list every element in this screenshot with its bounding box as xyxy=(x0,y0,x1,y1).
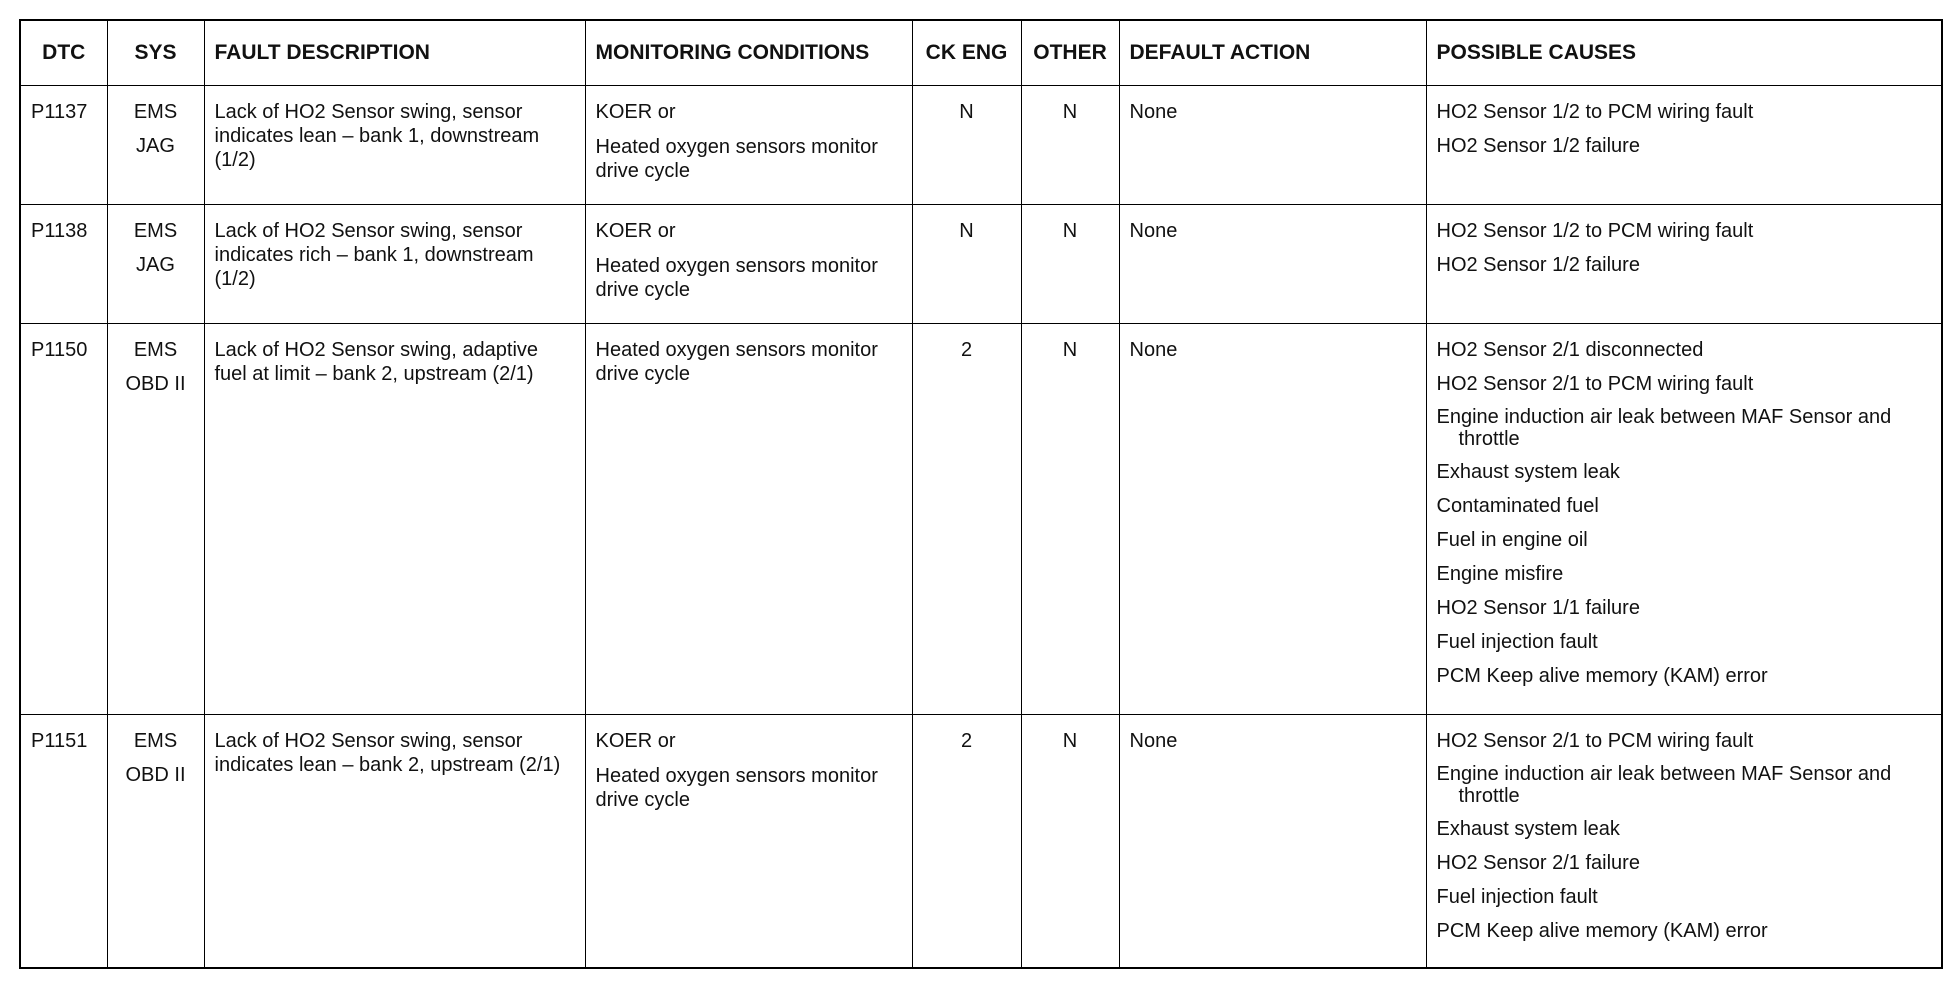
cause-item: HO2 Sensor 1/2 failure xyxy=(1436,254,1640,276)
header-fault-description: FAULT DESCRIPTION xyxy=(204,20,585,86)
cause-item: Fuel in engine oil xyxy=(1436,529,1588,551)
monitoring-line: Heated oxygen sensors monitor drive cycle xyxy=(595,136,878,182)
sys-line: EMS xyxy=(133,339,178,361)
table-row xyxy=(20,86,1942,205)
other-cell xyxy=(1021,86,1119,205)
table-row xyxy=(20,205,1942,324)
dtc-cell xyxy=(20,205,107,324)
default-action-value: None xyxy=(1129,339,1178,361)
monitoring-line: KOER or xyxy=(595,101,676,123)
sys-line: EMS xyxy=(133,220,178,242)
monitoring-cell xyxy=(585,86,912,205)
other-value: N xyxy=(1062,220,1078,242)
sys-cell xyxy=(107,86,204,205)
fault-description: Lack of HO2 Sensor swing, sensor indicates lean – bank 2, upstream (2/1) xyxy=(214,730,561,776)
fault-description: Lack of HO2 Sensor swing, adaptive fuel at limit – bank 2, upstream (2/1) xyxy=(214,339,539,385)
default-action-cell xyxy=(1119,205,1426,324)
ck-eng-cell xyxy=(912,205,1021,324)
sys-line: EMS xyxy=(133,101,178,123)
header-sys: SYS xyxy=(107,20,204,86)
cause-item: Engine induction air leak between MAF Sensor and throttle xyxy=(1436,763,1892,807)
monitoring-line: Heated oxygen sensors monitor drive cycle xyxy=(595,255,878,301)
cause-item: Exhaust system leak xyxy=(1436,461,1620,483)
monitoring-line: Heated oxygen sensors monitor drive cycle xyxy=(595,765,878,811)
sys-cell xyxy=(107,324,204,715)
default-action-cell xyxy=(1119,324,1426,715)
header-ck-eng: CK ENG xyxy=(912,20,1021,86)
cause-item: HO2 Sensor 1/2 failure xyxy=(1436,135,1640,157)
fault-cell xyxy=(204,324,585,715)
sys-line: JAG xyxy=(136,254,175,276)
sys-line: EMS xyxy=(133,730,178,752)
cause-item: Engine induction air leak between MAF Sensor and throttle xyxy=(1436,406,1892,450)
causes-cell xyxy=(1426,715,1942,969)
cause-item: Exhaust system leak xyxy=(1436,818,1620,840)
default-action-value: None xyxy=(1129,220,1178,242)
monitoring-line: Heated oxygen sensors monitor drive cycle xyxy=(595,339,878,385)
default-action-cell xyxy=(1119,715,1426,969)
dtc-code: P1138 xyxy=(31,220,88,242)
default-action-value: None xyxy=(1129,730,1178,752)
dtc-cell xyxy=(20,86,107,205)
table-row xyxy=(20,324,1942,715)
header-possible-causes: POSSIBLE CAUSES xyxy=(1426,20,1942,86)
dtc-code: P1137 xyxy=(31,101,88,123)
cause-item: PCM Keep alive memory (KAM) error xyxy=(1436,920,1768,942)
sys-line: OBD II xyxy=(125,373,186,395)
cause-item: Contaminated fuel xyxy=(1436,495,1599,517)
fault-cell xyxy=(204,205,585,324)
dtc-code: P1150 xyxy=(31,339,88,361)
ck-eng-value: N xyxy=(959,220,974,242)
causes-cell xyxy=(1426,324,1942,715)
dtc-cell xyxy=(20,715,107,969)
default-action-value: None xyxy=(1129,101,1178,123)
fault-description: Lack of HO2 Sensor swing, sensor indicates rich – bank 1, downstream (1/2) xyxy=(214,220,534,290)
cause-item: HO2 Sensor 2/1 disconnected xyxy=(1436,339,1704,361)
other-value: N xyxy=(1062,730,1078,752)
header-default-action: DEFAULT ACTION xyxy=(1119,20,1426,86)
ck-eng-cell xyxy=(912,86,1021,205)
ck-eng-value: 2 xyxy=(960,730,973,752)
causes-cell xyxy=(1426,86,1942,205)
dtc-table xyxy=(19,19,1943,969)
fault-cell xyxy=(204,86,585,205)
sys-cell xyxy=(107,715,204,969)
fault-description: Lack of HO2 Sensor swing, sensor indicates lean – bank 1, downstream (1/2) xyxy=(214,101,540,171)
table-body xyxy=(20,86,1942,969)
default-action-cell xyxy=(1119,86,1426,205)
fault-cell xyxy=(204,715,585,969)
cause-item: HO2 Sensor 2/1 failure xyxy=(1436,852,1640,874)
other-value: N xyxy=(1062,101,1078,123)
monitoring-cell xyxy=(585,715,912,969)
dtc-code: P1151 xyxy=(31,730,88,752)
header-monitoring-conditions: MONITORING CONDITIONS xyxy=(585,20,912,86)
ck-eng-cell xyxy=(912,324,1021,715)
ck-eng-value: 2 xyxy=(960,339,973,361)
cause-item: HO2 Sensor 2/1 to PCM wiring fault xyxy=(1436,373,1754,395)
sys-cell xyxy=(107,205,204,324)
other-cell xyxy=(1021,324,1119,715)
cause-item: PCM Keep alive memory (KAM) error xyxy=(1436,665,1768,687)
causes-cell xyxy=(1426,205,1942,324)
sys-line: OBD II xyxy=(125,764,186,786)
monitoring-line: KOER or xyxy=(595,730,676,752)
table-row xyxy=(20,715,1942,969)
other-value: N xyxy=(1062,339,1078,361)
cause-item: Engine misfire xyxy=(1436,563,1564,585)
monitoring-cell xyxy=(585,205,912,324)
header-row xyxy=(20,20,1942,86)
dtc-cell xyxy=(20,324,107,715)
other-cell xyxy=(1021,205,1119,324)
monitoring-line: KOER or xyxy=(595,220,676,242)
cause-item: HO2 Sensor 1/1 failure xyxy=(1436,597,1640,619)
header-other: OTHER xyxy=(1021,20,1119,86)
ck-eng-value: N xyxy=(959,101,974,123)
cause-item: HO2 Sensor 1/2 to PCM wiring fault xyxy=(1436,101,1754,123)
monitoring-cell xyxy=(585,324,912,715)
cause-item: HO2 Sensor 1/2 to PCM wiring fault xyxy=(1436,220,1754,242)
cause-item: Fuel injection fault xyxy=(1436,631,1598,653)
ck-eng-cell xyxy=(912,715,1021,969)
header-dtc: DTC xyxy=(20,20,107,86)
sys-line: JAG xyxy=(136,135,175,157)
cause-item: HO2 Sensor 2/1 to PCM wiring fault xyxy=(1436,730,1754,752)
cause-item: Fuel injection fault xyxy=(1436,886,1598,908)
other-cell xyxy=(1021,715,1119,969)
